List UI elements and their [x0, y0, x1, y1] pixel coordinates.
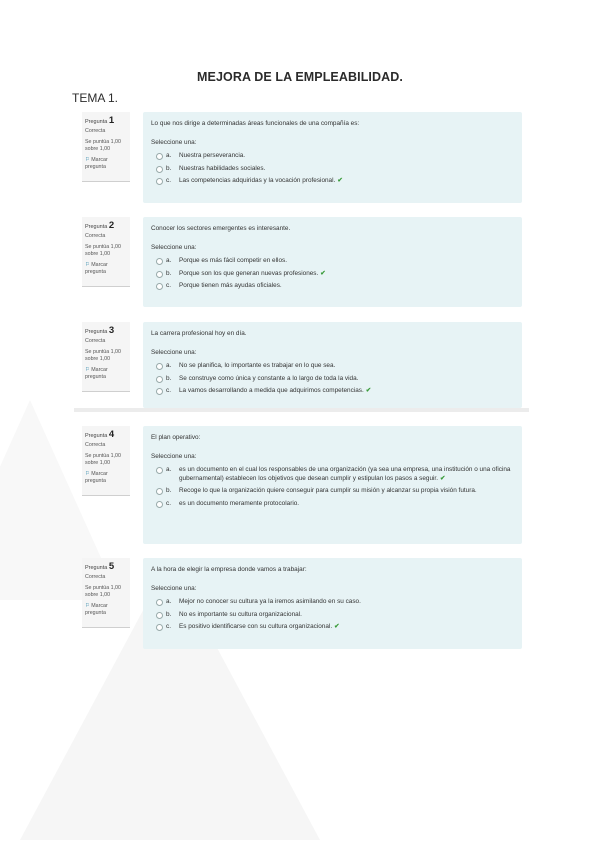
option-letter: b. [166, 610, 172, 618]
checkmark-icon: ✔ [337, 177, 343, 185]
question-info [82, 112, 130, 182]
select-prompt: Seleccione una: [151, 453, 197, 460]
select-prompt: Seleccione una: [151, 585, 197, 592]
answer-option[interactable] [151, 152, 514, 161]
option-letter: c. [166, 623, 171, 631]
option-letter: b. [166, 164, 172, 172]
document-title: MEJORA DE LA EMPLEABILIDAD. [197, 70, 403, 84]
option-letter: a. [166, 598, 172, 605]
option-letter: c. [166, 499, 171, 507]
answer-options [151, 598, 514, 632]
radio-button[interactable] [156, 501, 163, 508]
flag-icon: ⚐ [85, 367, 90, 374]
option-text: La vamos desarrollando a medida que adquirimos competencias. [179, 387, 364, 395]
option-text: Las competencias adquiridas y la vocación profesional. [179, 177, 336, 185]
question-label: Pregunta [85, 329, 108, 335]
flag-label: Marcar pregunta [85, 471, 108, 485]
flag-icon: ⚐ [85, 157, 90, 164]
option-text: No es importante su cultura organizacional. [179, 610, 302, 618]
radio-button[interactable] [156, 363, 163, 370]
question-points: Se puntúa 1,00 sobre 1,00 [85, 138, 121, 153]
flag-icon: ⚐ [85, 603, 90, 610]
radio-button[interactable] [156, 271, 163, 278]
checkmark-icon: ✔ [365, 387, 372, 395]
answer-options [151, 466, 514, 509]
checkmark-icon: ✔ [334, 623, 340, 631]
answer-option[interactable] [151, 177, 514, 186]
question-points: Se puntúa 1,00 sobre 1,00 [85, 348, 121, 363]
page-divider [74, 408, 529, 412]
option-letter: c. [166, 282, 171, 290]
radio-button[interactable] [156, 612, 163, 619]
option-letter: c. [166, 177, 171, 185]
question-state: Correcta [85, 232, 106, 239]
radio-button[interactable] [156, 376, 163, 383]
question-state: Correcta [85, 337, 106, 344]
answer-option[interactable] [151, 598, 514, 607]
answer-option[interactable] [151, 387, 514, 396]
option-text: Porque tienen más ayudas oficiales. [179, 282, 282, 290]
select-prompt: Seleccione una: [151, 244, 197, 251]
question-state: Correcta [85, 127, 106, 134]
flag-question-link[interactable] [85, 603, 125, 617]
radio-button[interactable] [156, 178, 163, 185]
answer-option[interactable] [151, 165, 514, 174]
answer-options [151, 152, 514, 186]
answer-option[interactable] [151, 500, 514, 509]
answer-option[interactable] [151, 623, 514, 632]
answer-options [151, 362, 514, 396]
radio-button[interactable] [156, 599, 163, 606]
option-letter: b. [166, 487, 172, 495]
question-number: 2 [108, 220, 115, 231]
question-label: Pregunta [85, 119, 108, 125]
question-label: Pregunta [85, 433, 108, 439]
flag-label: Marcar pregunta [85, 603, 108, 617]
flag-question-link[interactable] [85, 262, 125, 276]
flag-label: Marcar pregunta [85, 262, 108, 276]
option-letter: a. [166, 152, 172, 159]
answer-option[interactable] [151, 487, 514, 496]
option-text: Porque son los que generan nuevas profesiones. [179, 269, 319, 277]
question-info [82, 426, 130, 496]
answer-option[interactable] [151, 466, 514, 483]
question-state: Correcta [85, 441, 106, 448]
flag-question-link[interactable] [85, 157, 125, 171]
question-text: Conocer los sectores emergentes es interesante. [151, 225, 291, 232]
question-text: Lo que nos dirige a determinadas áreas funcionales de una compañía es: [151, 120, 360, 127]
flag-label: Marcar pregunta [85, 157, 108, 171]
radio-button[interactable] [156, 153, 163, 160]
question-content [143, 112, 522, 203]
radio-button[interactable] [156, 488, 163, 495]
select-prompt: Seleccione una: [151, 349, 197, 356]
question-label: Pregunta [85, 224, 108, 230]
answer-option[interactable] [151, 362, 514, 371]
question-text: El plan operativo: [151, 434, 201, 441]
question-label: Pregunta [85, 565, 108, 571]
option-letter: c. [166, 387, 171, 395]
radio-button[interactable] [156, 166, 163, 173]
answer-option[interactable] [151, 257, 514, 266]
option-text: es un documento meramente protocolario. [179, 499, 300, 507]
flag-icon: ⚐ [85, 471, 90, 478]
answer-option[interactable] [151, 375, 514, 384]
question-info [82, 322, 130, 392]
option-text: Mejor no conocer su cultura ya la iremos asimilando en su caso. [179, 598, 361, 605]
question-number: 3 [108, 325, 115, 336]
question-number: 1 [108, 115, 115, 126]
question-number: 5 [108, 561, 115, 572]
option-text: Porque es más fácil competir en ellos. [179, 257, 287, 264]
radio-button[interactable] [156, 467, 163, 474]
answer-options [151, 257, 514, 291]
option-letter: a. [166, 257, 172, 264]
question-number: 4 [108, 429, 115, 440]
question-content [143, 217, 522, 307]
answer-option[interactable] [151, 270, 514, 279]
question-points: Se puntúa 1,00 sobre 1,00 [85, 584, 121, 599]
radio-button[interactable] [156, 388, 163, 395]
option-text: No se planifica, lo importante es trabajar en lo que sea. [179, 362, 336, 369]
checkmark-icon: ✔ [439, 474, 446, 482]
flag-icon: ⚐ [85, 262, 90, 269]
option-text: Nuestras habilidades sociales. [179, 164, 266, 172]
question-text: A la hora de elegir la empresa donde vamos a trabajar: [151, 566, 307, 573]
option-letter: b. [166, 374, 172, 382]
radio-button[interactable] [156, 283, 163, 290]
flag-label: Marcar pregunta [85, 367, 108, 381]
question-info [82, 217, 130, 287]
option-text: Recoge lo que la organización quiere conseguir para cumplir su misión y alcanzar su propia visión futura. [179, 487, 477, 495]
option-text: es un documento en el cual los responsables de una organización (ya sea una empresa, una institución o una oficina gubernamental) establecen los objetivos que desean cumplir y estipulan los pasos a seguir. [179, 466, 511, 482]
option-letter: a. [166, 466, 172, 473]
question-text: La carrera profesional hoy en día. [151, 330, 247, 337]
question-info [82, 558, 130, 628]
question-content [143, 558, 522, 649]
option-letter: b. [166, 269, 172, 277]
option-text: Nuestra perseverancia. [179, 152, 246, 159]
option-text: Se construye como única y constante a lo largo de toda la vida. [179, 374, 359, 382]
question-content [143, 322, 522, 408]
question-points: Se puntúa 1,00 sobre 1,00 [85, 452, 121, 467]
radio-button[interactable] [156, 258, 163, 265]
option-letter: a. [166, 362, 172, 369]
question-content [143, 426, 522, 544]
flag-question-link[interactable] [85, 367, 125, 381]
select-prompt: Seleccione una: [151, 139, 197, 146]
option-text: Es positivo identificarse con su cultura organizacional. [179, 623, 333, 631]
checkmark-icon: ✔ [320, 269, 326, 277]
radio-button[interactable] [156, 624, 163, 631]
question-points: Se puntúa 1,00 sobre 1,00 [85, 243, 121, 258]
answer-option[interactable] [151, 282, 514, 291]
flag-question-link[interactable] [85, 471, 125, 485]
question-state: Correcta [85, 573, 106, 580]
topic-heading: TEMA 1. [72, 91, 119, 105]
answer-option[interactable] [151, 611, 514, 620]
